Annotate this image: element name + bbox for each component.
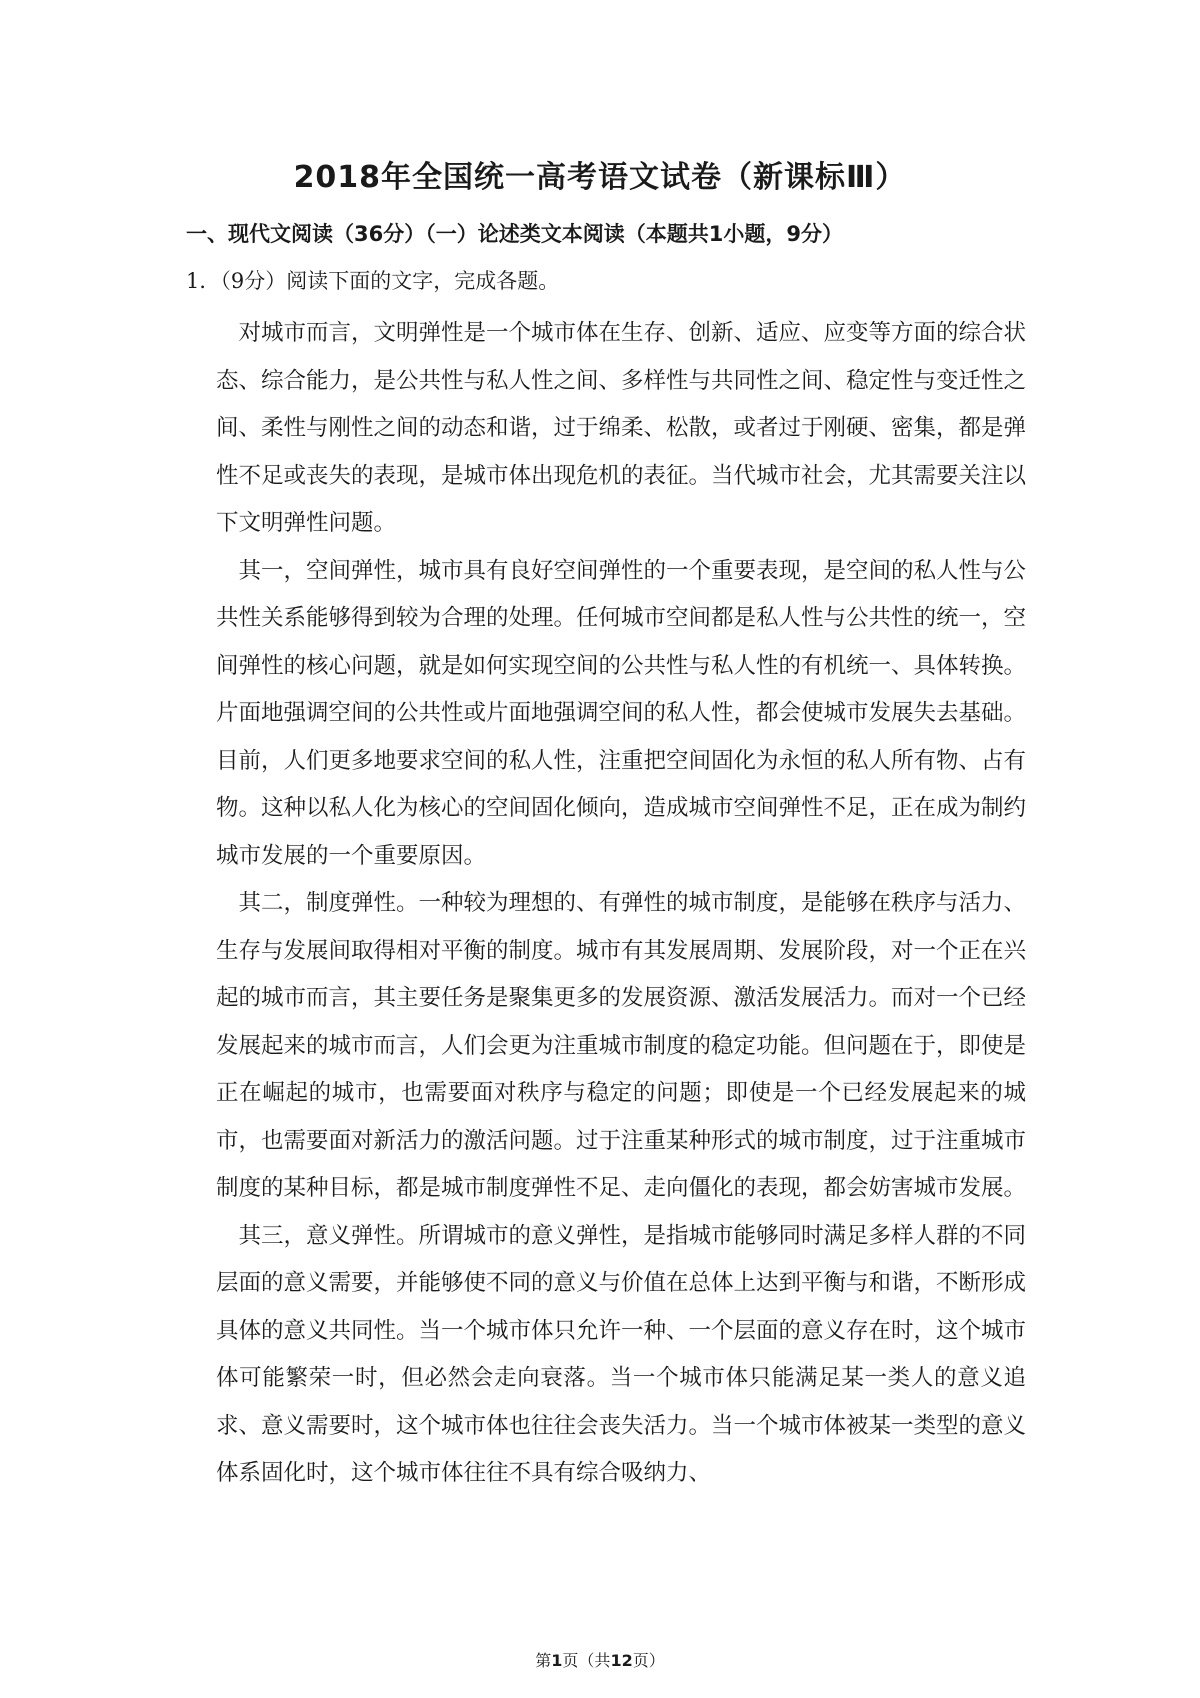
footer-total-pages: 12 [610,1651,633,1670]
page-footer [0,1650,1200,1672]
passage-paragraph-3: 其二，制度弹性。一种较为理想的、有弹性的城市制度，是能够在秩序与活力、生存与发展间取得相对平衡的制度。城市有其发展周期、发展阶段，对一个正在兴起的城市而言，其主要任务是聚集更多的发展资源、激活发展活力。而对一个已经发展起来的城市而言，人们会更为注重城市制度的稳定功能。但问题在于，即使是正在崛起的城市，也需要面对秩序与稳定的问题；即使是一个已经发展起来的城市，也需要面对新活力的激活问题。过于注重某种形式的城市制度，过于注重城市制度的某种目标，都是城市制度弹性不足、走向僵化的表现，都会妨害城市发展。 [216,890,1027,1201]
passage-paragraph-4: 其三，意义弹性。所谓城市的意义弹性，是指城市能够同时满足多样人群的不同层面的意义需要，并能够使不同的意义与价值在总体上达到平衡与和谐，不断形成具体的意义共同性。当一个城市体只允许一种、一个层面的意义存在时，这个城市体可能繁荣一时，但必然会走向衰落。当一个城市体只能满足某一类人的意义追求、意义需要时，这个城市体也往往会丧失活力。当一个城市体被某一类型的意义体系固化时，这个城市体往往不具有综合吸纳力、 [216,1222,1027,1486]
reading-passage [216,310,1026,1498]
document-title: 2018年全国统一高考语文试卷（新课标Ⅲ） [293,160,907,195]
footer-middle: 页（共 [562,1651,611,1670]
footer-suffix: 页） [632,1651,665,1670]
footer-current-page: 1 [551,1651,563,1670]
question-intro: 1．（9分）阅读下面的文字，完成各题。 [186,269,560,293]
passage-paragraph-1: 对城市而言，文明弹性是一个城市体在生存、创新、适应、应变等方面的综合状态、综合能力，是公共性与私人性之间、多样性与共同性之间、稳定性与变迁性之间、柔性与刚性之间的动态和谐，过于绵柔、松散，或者过于刚硬、密集，都是弹性不足或丧失的表现，是城市体出现危机的表征。当代城市社会，尤其需要关注以下文明弹性问题。 [216,320,1027,536]
footer-prefix: 第 [535,1651,552,1670]
passage-paragraph-2: 其一，空间弹性，城市具有良好空间弹性的一个重要表现，是空间的私人性与公共性关系能够得到较为合理的处理。任何城市空间都是私人性与公共性的统一，空间弹性的核心问题，就是如何实现空间的公共性与私人性的有机统一、具体转换。片面地强调空间的公共性或片面地强调空间的私人性，都会使城市发展失去基础。目前，人们更多地要求空间的私人性，注重把空间固化为永恒的私人所有物、占有物。这种以私人化为核心的空间固化倾向，造成城市空间弹性不足，正在成为制约城市发展的一个重要原因。 [216,557,1027,869]
section-heading: 一、现代文阅读（36分）（一）论述类文本阅读（本题共1小题，9分） [186,222,843,246]
